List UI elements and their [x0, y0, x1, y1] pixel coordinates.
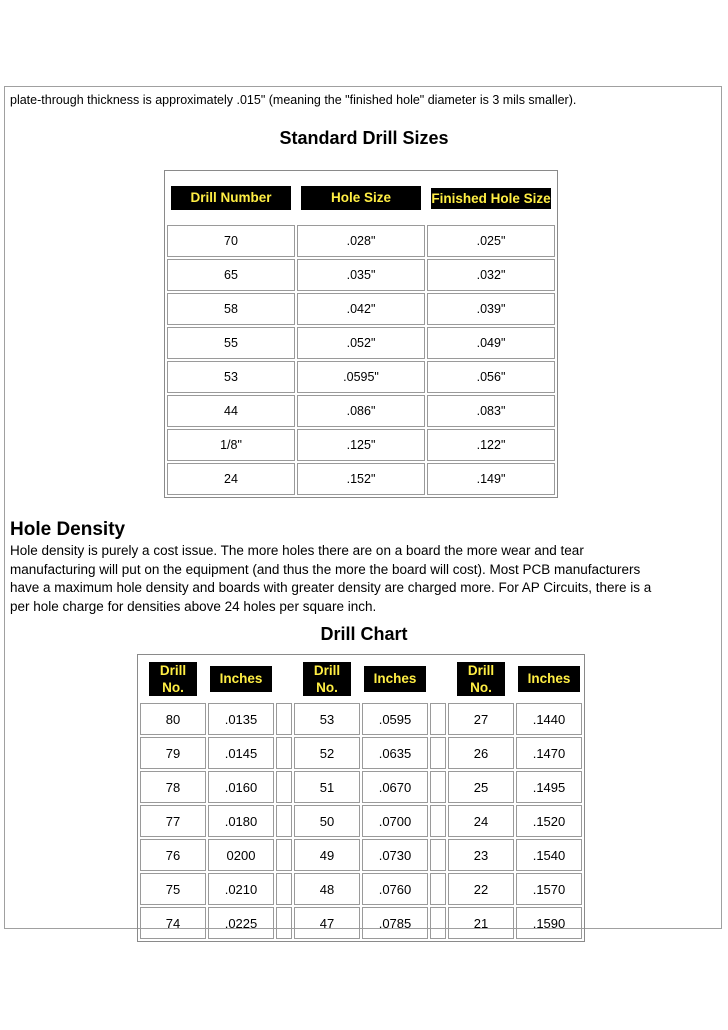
- header-cell: [294, 657, 360, 701]
- table-cell: 65: [167, 259, 295, 291]
- table-cell: .149": [427, 463, 555, 495]
- gap-cell: [430, 771, 446, 803]
- table-cell: .1440: [516, 703, 582, 735]
- table-cell: .025": [427, 225, 555, 257]
- table-cell: 53: [294, 703, 360, 735]
- table-cell: .152": [297, 463, 425, 495]
- table-cell: 44: [167, 395, 295, 427]
- table-cell: .0145: [208, 737, 274, 769]
- table-cell: .0670: [362, 771, 428, 803]
- table-cell: .1520: [516, 805, 582, 837]
- table-header-row: [167, 173, 555, 223]
- header-drill-no: Drill No.: [303, 662, 351, 696]
- table-cell: .0700: [362, 805, 428, 837]
- table-cell: 23: [448, 839, 514, 871]
- table-row: [167, 463, 555, 495]
- table-cell: 80: [140, 703, 206, 735]
- header-cell: [297, 173, 425, 223]
- gap-cell: [276, 703, 292, 735]
- table-cell: .032": [427, 259, 555, 291]
- table-row: [167, 259, 555, 291]
- table-cell: .039": [427, 293, 555, 325]
- gap-cell: [276, 839, 292, 871]
- table-cell: .083": [427, 395, 555, 427]
- table-cell: 50: [294, 805, 360, 837]
- table-cell: .0635: [362, 737, 428, 769]
- table-header-row: [140, 657, 582, 701]
- header-gap: [276, 657, 292, 701]
- table-row: [140, 805, 582, 837]
- table-cell: 0200: [208, 839, 274, 871]
- gap-cell: [430, 873, 446, 905]
- table-row: [140, 771, 582, 803]
- table-cell: .1470: [516, 737, 582, 769]
- table-cell: .0135: [208, 703, 274, 735]
- table-row: [140, 873, 582, 905]
- table-cell: 58: [167, 293, 295, 325]
- table-cell: 25: [448, 771, 514, 803]
- table-cell: .042": [297, 293, 425, 325]
- hole-density-title: Hole Density: [10, 519, 126, 540]
- header-cell: [167, 173, 295, 223]
- drill-chart-table: [137, 654, 585, 942]
- header-drill-no: Drill No.: [149, 662, 197, 696]
- table-cell: 47: [294, 907, 360, 939]
- drill-chart-title: Drill Chart: [320, 624, 408, 644]
- table-cell: .1540: [516, 839, 582, 871]
- paragraph-line: per hole charge for densities above 24 holes per square inch.: [10, 598, 377, 614]
- intro-text: plate-through thickness is approximately .015" (meaning the "finished hole" diameter is 3 mils smaller).: [10, 93, 577, 107]
- table-row: [167, 395, 555, 427]
- header-cell: [208, 657, 274, 701]
- header-inches: Inches: [364, 666, 426, 692]
- header-cell: [427, 173, 555, 223]
- table-cell: 79: [140, 737, 206, 769]
- table-row: [167, 293, 555, 325]
- header-cell: [140, 657, 206, 701]
- paragraph-line: manufacturing will put on the equipment (and thus the more the board will cost). Most PCB manufacturers: [10, 561, 641, 577]
- table-cell: 75: [140, 873, 206, 905]
- table-cell: .1570: [516, 873, 582, 905]
- table-cell: .125": [297, 429, 425, 461]
- gap-cell: [276, 805, 292, 837]
- table-cell: 53: [167, 361, 295, 393]
- header-hole-size: Hole Size: [301, 186, 421, 210]
- table-cell: .028": [297, 225, 425, 257]
- header-cell: [362, 657, 428, 701]
- header-drill-no: Drill No.: [457, 662, 505, 696]
- table-cell: 74: [140, 907, 206, 939]
- gap-cell: [276, 907, 292, 939]
- paragraph-line: have a maximum hole density and boards with greater density are charged more. For AP Circuits, there is a: [10, 580, 652, 595]
- header-gap: [430, 657, 446, 701]
- table-cell: 55: [167, 327, 295, 359]
- table-cell: .0180: [208, 805, 274, 837]
- table-cell: 48: [294, 873, 360, 905]
- header-cell: [516, 657, 582, 701]
- table-cell: 70: [167, 225, 295, 257]
- table-cell: .035": [297, 259, 425, 291]
- table-cell: 22: [448, 873, 514, 905]
- table-cell: 78: [140, 771, 206, 803]
- table-cell: 24: [448, 805, 514, 837]
- table-cell: 77: [140, 805, 206, 837]
- header-inches: Inches: [518, 666, 580, 692]
- table-row: [167, 361, 555, 393]
- table-row: [167, 429, 555, 461]
- table-cell: .1495: [516, 771, 582, 803]
- header-drill-number: Drill Number: [171, 186, 291, 210]
- header-finished-hole-size: Finished Hole Size: [431, 188, 551, 209]
- table-cell: .056": [427, 361, 555, 393]
- gap-cell: [430, 907, 446, 939]
- header-cell: [448, 657, 514, 701]
- table-cell: 51: [294, 771, 360, 803]
- table-cell: .052": [297, 327, 425, 359]
- gap-cell: [430, 839, 446, 871]
- table-cell: 1/8": [167, 429, 295, 461]
- table-row: [140, 839, 582, 871]
- table-cell: 52: [294, 737, 360, 769]
- standard-drill-table: [164, 170, 558, 498]
- table-cell: 27: [448, 703, 514, 735]
- table-row: [140, 907, 582, 939]
- table-cell: .0785: [362, 907, 428, 939]
- table-cell: 21: [448, 907, 514, 939]
- table-cell: .0160: [208, 771, 274, 803]
- table-cell: 76: [140, 839, 206, 871]
- table-cell: .0760: [362, 873, 428, 905]
- standard-drill-sizes-title: Standard Drill Sizes: [279, 128, 449, 148]
- table-cell: 24: [167, 463, 295, 495]
- table-cell: .0595": [297, 361, 425, 393]
- gap-cell: [430, 703, 446, 735]
- gap-cell: [276, 737, 292, 769]
- gap-cell: [276, 873, 292, 905]
- table-cell: 49: [294, 839, 360, 871]
- paragraph-line: Hole density is purely a cost issue. The more holes there are on a board the more wear and tear: [10, 543, 584, 558]
- table-cell: .0595: [362, 703, 428, 735]
- table-cell: .122": [427, 429, 555, 461]
- table-cell: .086": [297, 395, 425, 427]
- table-cell: .0730: [362, 839, 428, 871]
- header-inches: Inches: [210, 666, 272, 692]
- table-row: [167, 327, 555, 359]
- table-cell: .0225: [208, 907, 274, 939]
- gap-cell: [430, 737, 446, 769]
- hole-density-paragraph: [10, 542, 722, 616]
- table-cell: .0210: [208, 873, 274, 905]
- table-row: [167, 225, 555, 257]
- table-cell: .049": [427, 327, 555, 359]
- table-cell: .1590: [516, 907, 582, 939]
- table-row: [140, 737, 582, 769]
- table-row: [140, 703, 582, 735]
- gap-cell: [430, 805, 446, 837]
- table-cell: 26: [448, 737, 514, 769]
- gap-cell: [276, 771, 292, 803]
